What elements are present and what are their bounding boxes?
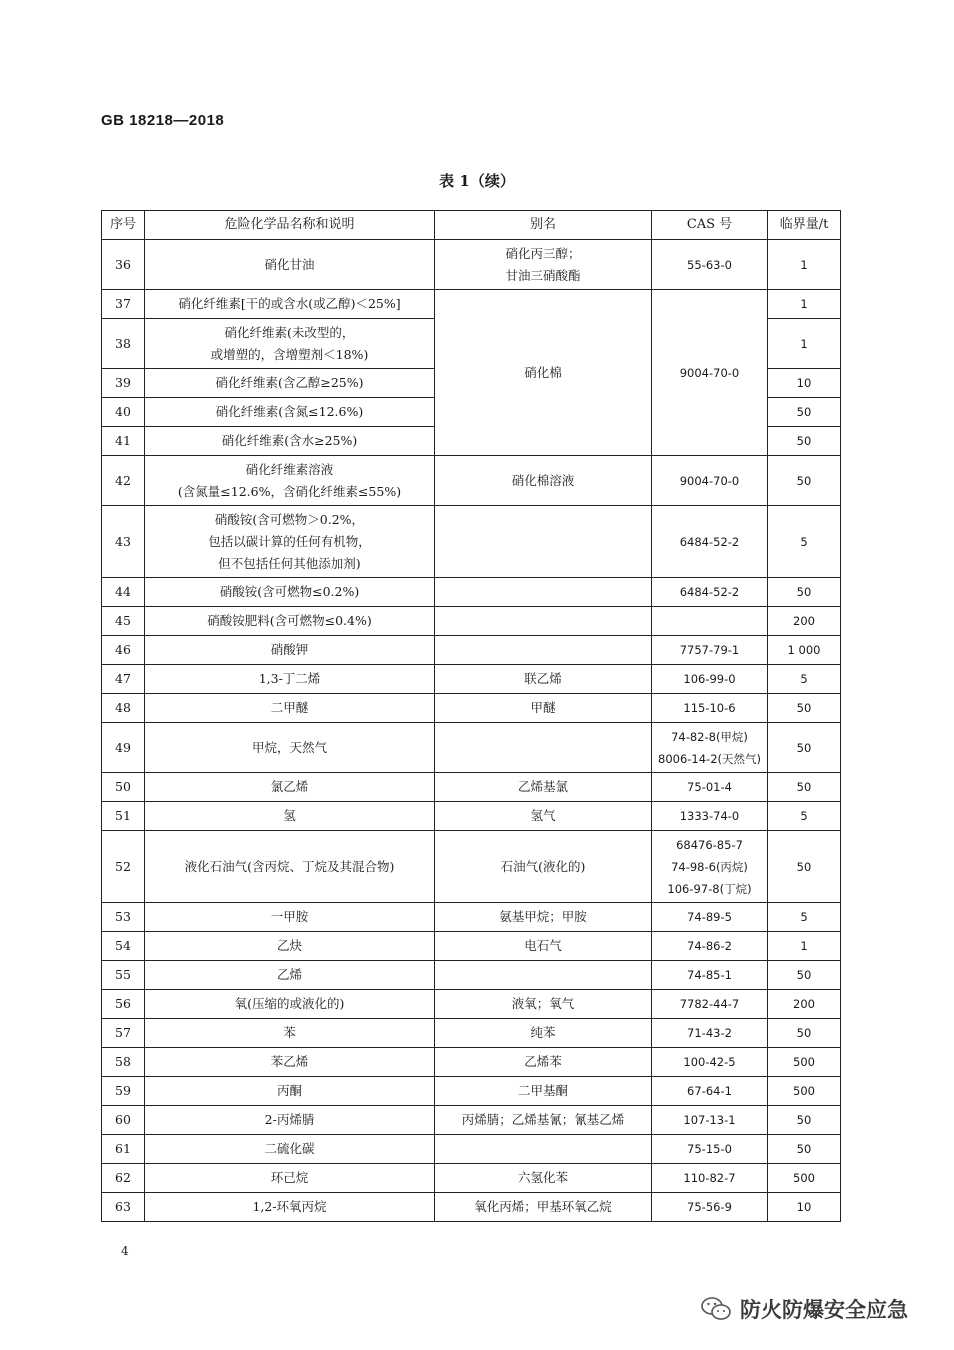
- chemical-name: [145, 1048, 435, 1077]
- alias-line: 氨基甲烷；甲胺: [499, 909, 587, 924]
- chemical-name: [145, 1106, 435, 1135]
- chemical-name: [145, 1164, 435, 1193]
- alias-line: 六氢化苯: [517, 1170, 568, 1185]
- cas-number-line: 9004-70-0: [679, 473, 740, 488]
- alias-line: 石油气(液化的): [500, 858, 586, 874]
- chemical-name-line: 甲烷，天然气: [251, 739, 327, 755]
- row-number: 61: [102, 1135, 145, 1164]
- threshold-quantity: 500: [768, 1048, 841, 1077]
- row-number: 57: [102, 1019, 145, 1048]
- cas-number: [652, 665, 768, 694]
- cas-number-line: 75-01-4: [687, 780, 732, 794]
- alias-line: 氧化丙烯；甲基环氧乙烷: [474, 1199, 612, 1214]
- chemical-name: [145, 636, 435, 665]
- chemical-name-line: 乙炔: [276, 938, 302, 953]
- alias-line: 硝化棉: [524, 364, 562, 380]
- chemical-name: [145, 369, 435, 398]
- row-number: 59: [102, 1077, 145, 1106]
- chemical-name: [145, 1019, 435, 1048]
- chemical-name: [145, 1193, 435, 1222]
- alias-line: 液氧；氧气: [511, 996, 575, 1011]
- cas-number: [652, 506, 768, 578]
- alias: [435, 290, 652, 456]
- cas-number-line: 1333-74-0: [679, 809, 740, 823]
- chemical-name: [145, 665, 435, 694]
- chemical-name-line: 硝化纤维素(含氮≤12.6%): [215, 404, 364, 419]
- cas-number: [652, 831, 768, 903]
- alias: [435, 636, 652, 665]
- alias: [435, 506, 652, 578]
- chemical-name-line: 或增塑的，含增塑剂＜18%): [210, 346, 369, 362]
- table-row: [102, 1106, 841, 1135]
- cas-number: [652, 456, 768, 506]
- chemical-name: [145, 398, 435, 427]
- table-row: [102, 831, 841, 903]
- alias-line: 联乙烯: [524, 671, 562, 686]
- cas-number-line: 7782-44-7: [679, 997, 740, 1011]
- column-header-name: 危险化学品名称和说明: [145, 211, 435, 240]
- cas-number-line: 67-64-1: [687, 1084, 732, 1098]
- chemical-name: [145, 456, 435, 506]
- chemical-name-line: 硝化纤维素溶液: [245, 461, 334, 477]
- chemical-name: [145, 723, 435, 773]
- cas-number: [652, 1135, 768, 1164]
- alias: [435, 773, 652, 802]
- chemical-name: [145, 1135, 435, 1164]
- threshold-quantity: 1: [768, 290, 841, 319]
- wechat-icon: [700, 1296, 732, 1322]
- chemical-name-line: 1,2-环氧丙烷: [252, 1199, 327, 1214]
- row-number: 47: [102, 665, 145, 694]
- chemical-name: [145, 773, 435, 802]
- table-row: [102, 990, 841, 1019]
- chemical-name: [145, 506, 435, 578]
- chemical-name-line: 2-丙烯腈: [264, 1112, 315, 1127]
- alias: [435, 990, 652, 1019]
- chemical-name-line: 苯乙烯: [270, 1054, 309, 1069]
- cas-number-line: 100-42-5: [683, 1055, 736, 1069]
- cas-number: [652, 578, 768, 607]
- chemical-name-line: (含氮量≤12.6%，含硝化纤维素≤55%): [177, 483, 402, 499]
- row-number: 54: [102, 932, 145, 961]
- cas-number: [652, 773, 768, 802]
- chemical-name: [145, 607, 435, 636]
- wechat-account-watermark: [700, 1291, 930, 1327]
- chemical-name: [145, 578, 435, 607]
- threshold-quantity: 1: [768, 932, 841, 961]
- row-number: 60: [102, 1106, 145, 1135]
- table-row: [102, 932, 841, 961]
- row-number: 48: [102, 694, 145, 723]
- cas-number: [652, 240, 768, 290]
- alias: [435, 1193, 652, 1222]
- table-row: [102, 240, 841, 290]
- table-header-row: [102, 211, 841, 240]
- threshold-quantity: 5: [768, 506, 841, 578]
- cas-number-line: 9004-70-0: [679, 365, 740, 380]
- cas-number: [652, 961, 768, 990]
- chemical-name: [145, 427, 435, 456]
- chemical-name-line: 硝酸钾: [270, 642, 309, 657]
- threshold-quantity: 50: [768, 1106, 841, 1135]
- cas-number: [652, 932, 768, 961]
- threshold-quantity: 200: [768, 607, 841, 636]
- table-row: [102, 506, 841, 578]
- row-number: 53: [102, 903, 145, 932]
- cas-number-line: 74-98-6(丙烷): [671, 859, 748, 874]
- row-number: 40: [102, 398, 145, 427]
- threshold-quantity: 1 000: [768, 636, 841, 665]
- chemical-name-line: 苯: [283, 1025, 296, 1040]
- row-number: 55: [102, 961, 145, 990]
- alias-line: 硝化丙三醇；: [505, 245, 581, 261]
- chemical-name-line: 二甲醚: [270, 700, 309, 715]
- alias: [435, 1077, 652, 1106]
- alias: [435, 802, 652, 831]
- chemical-name: [145, 240, 435, 290]
- cas-number-line: 106-99-0: [683, 672, 736, 686]
- cas-number: [652, 1106, 768, 1135]
- cas-number: [652, 607, 768, 636]
- cas-number-line: 75-56-9: [687, 1200, 732, 1214]
- alias-line: 电石气: [524, 938, 562, 953]
- row-number: 62: [102, 1164, 145, 1193]
- chemical-name: [145, 1077, 435, 1106]
- threshold-quantity: 1: [768, 319, 841, 369]
- threshold-quantity: 50: [768, 427, 841, 456]
- table-row: [102, 607, 841, 636]
- table-row: [102, 665, 841, 694]
- cas-number-line: 6484-52-2: [679, 534, 740, 549]
- threshold-quantity: 500: [768, 1077, 841, 1106]
- table-row: [102, 1048, 841, 1077]
- alias-line: 纯苯: [530, 1025, 556, 1040]
- table-row: [102, 903, 841, 932]
- threshold-quantity: 50: [768, 723, 841, 773]
- chemical-name-line: 一甲胺: [270, 909, 309, 924]
- cas-number: [652, 1193, 768, 1222]
- threshold-quantity: 10: [768, 1193, 841, 1222]
- column-header-alias: 别名: [435, 211, 652, 240]
- alias: [435, 831, 652, 903]
- threshold-quantity: 50: [768, 773, 841, 802]
- row-number: 45: [102, 607, 145, 636]
- chemical-name-line: 1,3-丁二烯: [258, 671, 321, 686]
- chemical-name-line: 硝酸铵(含可燃物＞0.2%，: [214, 511, 365, 527]
- chemical-name-line: 硝化纤维素[干的或含水(或乙醇)＜25%]: [178, 296, 401, 311]
- cas-number-line: 115-10-6: [683, 701, 736, 715]
- chemical-name-line: 氧(压缩的或液化的): [234, 996, 345, 1011]
- alias-line: 丙烯腈；乙烯基氰；氰基乙烯: [461, 1112, 625, 1127]
- cas-number-line: 71-43-2: [687, 1026, 732, 1040]
- cas-number-line: 68476-85-7: [676, 837, 743, 852]
- chemical-name-line: 二硫化碳: [264, 1141, 315, 1156]
- threshold-quantity: 5: [768, 903, 841, 932]
- chemical-name-line: 硝酸铵(含可燃物≤0.2%): [219, 584, 360, 599]
- chemical-name-line: 硝化甘油: [264, 256, 315, 272]
- column-header-cas: CAS 号: [652, 211, 768, 240]
- cas-number-line: 75-15-0: [687, 1142, 732, 1156]
- alias: [435, 932, 652, 961]
- row-number: 44: [102, 578, 145, 607]
- row-number: 36: [102, 240, 145, 290]
- chemical-name-line: 硝化纤维素(含水≥25%): [221, 433, 358, 448]
- cas-number: [652, 290, 768, 456]
- threshold-quantity: 1: [768, 240, 841, 290]
- table-row: [102, 1019, 841, 1048]
- alias-line: 氢气: [530, 808, 556, 823]
- row-number: 56: [102, 990, 145, 1019]
- chemical-name: [145, 990, 435, 1019]
- table-row: [102, 961, 841, 990]
- alias: [435, 723, 652, 773]
- threshold-quantity: 50: [768, 694, 841, 723]
- cas-number: [652, 694, 768, 723]
- chemical-name-line: 硝酸铵肥料(含可燃物≤0.4%): [207, 613, 372, 628]
- cas-number: [652, 903, 768, 932]
- row-number: 58: [102, 1048, 145, 1077]
- table-row: [102, 1193, 841, 1222]
- alias: [435, 240, 652, 290]
- cas-number-line: 110-82-7: [683, 1171, 736, 1185]
- row-number: 49: [102, 723, 145, 773]
- threshold-quantity: 10: [768, 369, 841, 398]
- cas-number: [652, 802, 768, 831]
- table-row: [102, 802, 841, 831]
- chemical-name: [145, 802, 435, 831]
- threshold-quantity: 50: [768, 578, 841, 607]
- row-number: 43: [102, 506, 145, 578]
- threshold-quantity: 50: [768, 398, 841, 427]
- threshold-quantity: 50: [768, 1019, 841, 1048]
- table-row: [102, 1077, 841, 1106]
- alias: [435, 1164, 652, 1193]
- cas-number-line: 74-86-2: [687, 939, 732, 953]
- alias: [435, 961, 652, 990]
- row-number: 41: [102, 427, 145, 456]
- chemical-name-line: 硝化纤维素(含乙醇≥25%): [215, 375, 364, 390]
- chemical-name-line: 包括以碳计算的任何有机物，: [208, 533, 371, 549]
- alias: [435, 694, 652, 723]
- chemical-name-line: 氢: [283, 808, 296, 823]
- table-row: [102, 578, 841, 607]
- alias: [435, 1135, 652, 1164]
- alias-line: 甘油三硝酸酯: [505, 267, 581, 283]
- row-number: 52: [102, 831, 145, 903]
- alias: [435, 1019, 652, 1048]
- chemical-name-line: 但不包括任何其他添加剂): [218, 555, 361, 571]
- table-row: [102, 636, 841, 665]
- row-number: 46: [102, 636, 145, 665]
- cas-number: [652, 1019, 768, 1048]
- alias: [435, 607, 652, 636]
- threshold-quantity: 50: [768, 961, 841, 990]
- column-header-no: 序号: [102, 211, 145, 240]
- row-number: 39: [102, 369, 145, 398]
- row-number: 37: [102, 290, 145, 319]
- alias: [435, 665, 652, 694]
- row-number: 38: [102, 319, 145, 369]
- threshold-quantity: 50: [768, 1135, 841, 1164]
- row-number: 50: [102, 773, 145, 802]
- cas-number: [652, 723, 768, 773]
- cas-number-line: 8006-14-2(天然气): [658, 751, 761, 766]
- chemical-name-line: 氯乙烯: [270, 779, 309, 794]
- cas-number-line: 6484-52-2: [679, 585, 740, 599]
- table-caption: 表 1（续）: [439, 172, 515, 190]
- row-number: 51: [102, 802, 145, 831]
- chemical-name-line: 丙酮: [276, 1083, 302, 1098]
- chemical-name-line: 乙烯: [276, 967, 302, 982]
- cas-number: [652, 636, 768, 665]
- cas-number: [652, 1164, 768, 1193]
- cas-number: [652, 1048, 768, 1077]
- threshold-quantity: 5: [768, 665, 841, 694]
- threshold-quantity: 50: [768, 456, 841, 506]
- standard-code: GB 18218—2018: [101, 112, 225, 129]
- hazardous-chemicals-table: [101, 210, 841, 1222]
- cas-number-line: 106-97-8(丁烷): [667, 881, 752, 896]
- chemical-name: [145, 932, 435, 961]
- alias: [435, 903, 652, 932]
- chemical-name: [145, 694, 435, 723]
- threshold-quantity: 200: [768, 990, 841, 1019]
- account-name: 防火防爆安全应急: [740, 1298, 908, 1322]
- table-row: [102, 290, 841, 319]
- chemical-name: [145, 290, 435, 319]
- page-number: 4: [121, 1244, 129, 1258]
- cas-number-line: 7757-79-1: [679, 643, 740, 657]
- cas-number: [652, 990, 768, 1019]
- row-number: 42: [102, 456, 145, 506]
- chemical-name: [145, 831, 435, 903]
- alias-line: 甲醚: [530, 700, 556, 715]
- alias: [435, 578, 652, 607]
- alias: [435, 1048, 652, 1077]
- table-row: [102, 723, 841, 773]
- cas-number-line: 55-63-0: [687, 257, 732, 272]
- table-row: [102, 1135, 841, 1164]
- table-row: [102, 456, 841, 506]
- threshold-quantity: 500: [768, 1164, 841, 1193]
- cas-number-line: 74-85-1: [687, 968, 732, 982]
- chemical-name: [145, 319, 435, 369]
- table-row: [102, 1164, 841, 1193]
- cas-number: [652, 1077, 768, 1106]
- alias: [435, 456, 652, 506]
- cas-number-line: 74-82-8(甲烷): [671, 729, 748, 744]
- table-row: [102, 694, 841, 723]
- alias-line: 乙烯苯: [524, 1054, 562, 1069]
- alias-line: 硝化棉溶液: [511, 472, 575, 488]
- alias-line: 二甲基酮: [517, 1083, 568, 1098]
- table-row: [102, 773, 841, 802]
- column-header-threshold: 临界量/t: [768, 211, 841, 240]
- chemical-name: [145, 961, 435, 990]
- chemical-name-line: 液化石油气(含丙烷、丁烷及其混合物): [184, 858, 395, 874]
- row-number: 63: [102, 1193, 145, 1222]
- cas-number-line: 107-13-1: [683, 1113, 736, 1127]
- chemical-name: [145, 903, 435, 932]
- alias: [435, 1106, 652, 1135]
- chemical-name-line: 硝化纤维素(未改型的，: [224, 324, 355, 340]
- cas-number-line: 74-89-5: [687, 910, 732, 924]
- threshold-quantity: 50: [768, 831, 841, 903]
- threshold-quantity: 5: [768, 802, 841, 831]
- chemical-name-line: 环己烷: [270, 1170, 309, 1185]
- alias-line: 乙烯基氯: [517, 779, 568, 794]
